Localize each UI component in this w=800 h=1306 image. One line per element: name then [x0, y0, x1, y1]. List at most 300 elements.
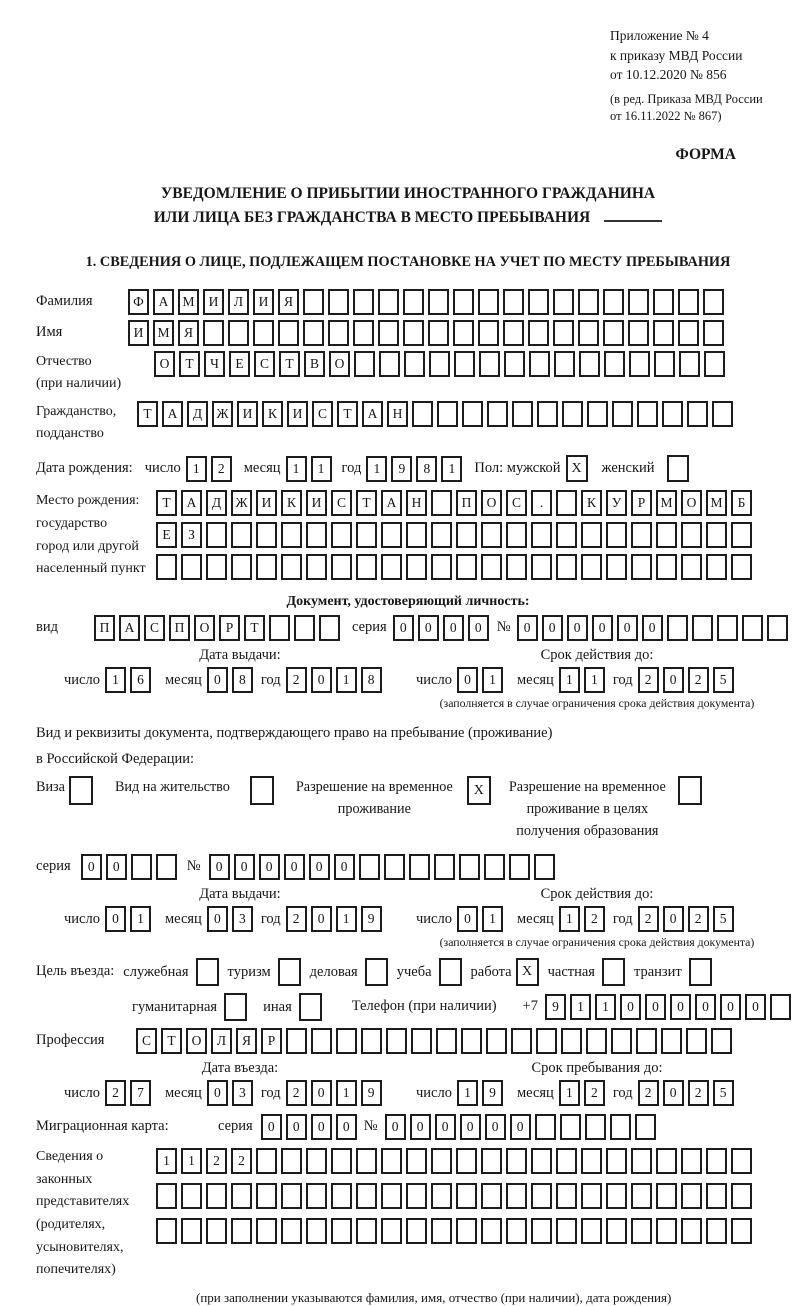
char-box: [429, 351, 450, 377]
char-box: [767, 615, 788, 641]
residence-permit-checkbox: [250, 776, 274, 805]
char-box: 8: [232, 667, 253, 693]
char-box: [434, 854, 455, 880]
char-box: [403, 320, 424, 346]
char-box: [606, 554, 627, 580]
char-box: [611, 1028, 632, 1054]
char-box: [631, 554, 652, 580]
temp-residence-edu-label: [509, 776, 666, 842]
char-box: [681, 522, 702, 548]
char-box: 0: [81, 854, 102, 880]
char-box: О: [194, 615, 215, 641]
entry-purpose-row2: [36, 993, 780, 1021]
char-box: [281, 1183, 302, 1209]
appendix-line: к приказу МВД России: [610, 47, 743, 63]
purpose-official-checkbox: [196, 958, 219, 986]
char-box: [231, 554, 252, 580]
char-box: 1: [559, 667, 580, 693]
visa-checkbox: [69, 776, 93, 805]
char-box: [553, 289, 574, 315]
char-box: [356, 1183, 377, 1209]
char-box: А: [381, 490, 402, 516]
char-box: С: [331, 490, 352, 516]
char-box: [481, 554, 502, 580]
char-box: К: [581, 490, 602, 516]
birth-place-label-line: город или другой: [36, 538, 139, 554]
char-box: [603, 289, 624, 315]
char-box: [561, 1028, 582, 1054]
char-box: О: [481, 490, 502, 516]
char-box: 0: [457, 906, 478, 932]
char-box: [706, 554, 727, 580]
char-box: [319, 615, 340, 641]
char-box: [353, 320, 374, 346]
issue-date-group: [64, 886, 416, 950]
char-box: С: [506, 490, 527, 516]
valid-until-group: [416, 886, 778, 950]
day-label: число: [144, 460, 181, 477]
char-box: [579, 351, 600, 377]
purpose-option-label: гуманитарная: [132, 998, 218, 1015]
surname-label: Фамилия: [36, 292, 93, 309]
char-box: 2: [211, 456, 232, 482]
char-box: [181, 554, 202, 580]
char-box: [281, 1148, 302, 1174]
phone-label: Телефон (при наличии): [351, 998, 497, 1015]
char-box: 0: [485, 1114, 506, 1140]
legal-reps-label-line: законных: [36, 1171, 93, 1187]
char-box: 2: [231, 1148, 252, 1174]
char-box: [681, 1148, 702, 1174]
char-box: [506, 1183, 527, 1209]
char-box: [554, 351, 575, 377]
char-box: [256, 1218, 277, 1244]
char-box: [294, 615, 315, 641]
char-box: Т: [244, 615, 265, 641]
issue-month-boxes: [207, 667, 257, 693]
char-box: 0: [695, 994, 716, 1020]
char-box: И: [128, 320, 149, 346]
char-box: [506, 522, 527, 548]
residence-number-label: №: [186, 858, 201, 875]
char-box: [578, 320, 599, 346]
char-box: [662, 401, 683, 427]
char-box: И: [253, 289, 274, 315]
char-box: О: [329, 351, 350, 377]
char-box: [356, 1218, 377, 1244]
char-box: [331, 522, 352, 548]
residence-doc-series-row: [36, 854, 780, 880]
char-box: 1: [366, 456, 387, 482]
char-box: [681, 1218, 702, 1244]
char-box: [253, 320, 274, 346]
entry-month-boxes: [207, 1080, 257, 1106]
char-box: [437, 401, 458, 427]
char-box: [656, 554, 677, 580]
char-box: [231, 1183, 252, 1209]
char-box: [406, 554, 427, 580]
char-box: Ч: [204, 351, 225, 377]
char-box: 0: [460, 1114, 481, 1140]
char-box: 0: [542, 615, 563, 641]
char-box: [742, 615, 763, 641]
char-box: [731, 1218, 752, 1244]
char-box: [131, 854, 152, 880]
entry-day-boxes: [105, 1080, 155, 1106]
char-box: [156, 854, 177, 880]
legal-reps-row: [36, 1146, 780, 1282]
char-box: [656, 1183, 677, 1209]
char-box: Б: [731, 490, 752, 516]
char-box: [581, 554, 602, 580]
char-box: [481, 1183, 502, 1209]
char-box: 0: [209, 854, 230, 880]
temp-residence-edu-label-line: Разрешение на временное: [508, 779, 666, 796]
char-box: [206, 554, 227, 580]
char-box: 0: [663, 667, 684, 693]
identity-doc-dates: [36, 647, 780, 711]
temp-residence-edu-checkbox: [678, 776, 702, 805]
purpose-option: [263, 993, 322, 1021]
char-box: [681, 554, 702, 580]
char-box: 0: [745, 994, 766, 1020]
citizenship-row: [36, 401, 780, 446]
char-box: [556, 554, 577, 580]
char-box: 0: [642, 615, 663, 641]
char-box: 1: [336, 667, 357, 693]
month-label: месяц: [164, 910, 202, 927]
char-box: [556, 1218, 577, 1244]
char-box: 1: [595, 994, 616, 1020]
char-box: 1: [441, 456, 462, 482]
char-box: 8: [416, 456, 437, 482]
citizenship-label-line: Гражданство,: [36, 403, 117, 419]
char-box: [336, 1028, 357, 1054]
char-box: [453, 320, 474, 346]
char-box: [692, 615, 713, 641]
char-box: [411, 1028, 432, 1054]
temp-residence-label-line: Разрешение на временное: [295, 779, 453, 796]
char-box: [479, 351, 500, 377]
purpose-tourism-checkbox: [278, 958, 301, 986]
char-box: [560, 1114, 581, 1140]
char-box: [556, 1183, 577, 1209]
char-box: 2: [638, 667, 659, 693]
migration-series-label: серия: [218, 1118, 253, 1135]
char-box: 1: [457, 1080, 478, 1106]
char-box: [656, 522, 677, 548]
char-box: К: [281, 490, 302, 516]
char-box: [628, 289, 649, 315]
char-box: [456, 1148, 477, 1174]
char-box: [403, 289, 424, 315]
char-box: 0: [443, 615, 464, 641]
birth-place-boxes-row3: [156, 554, 756, 580]
char-box: 2: [105, 1080, 126, 1106]
char-box: [306, 1148, 327, 1174]
phone-prefix: +7: [522, 998, 538, 1015]
char-box: [731, 522, 752, 548]
char-box: 0: [645, 994, 666, 1020]
char-box: [581, 1183, 602, 1209]
char-box: [456, 522, 477, 548]
char-box: [678, 320, 699, 346]
char-box: П: [94, 615, 115, 641]
char-box: 2: [688, 1080, 709, 1106]
char-box: [378, 320, 399, 346]
char-box: [506, 554, 527, 580]
month-label: месяц: [516, 910, 554, 927]
char-box: Я: [278, 289, 299, 315]
firstname-label: Имя: [36, 323, 63, 340]
char-box: [706, 1148, 727, 1174]
char-box: 0: [393, 615, 414, 641]
char-box: [181, 1218, 202, 1244]
birth-place-row: [36, 490, 780, 586]
birth-place-label: [36, 490, 156, 581]
month-label: месяц: [516, 671, 554, 688]
sex-male-label: Пол: мужской: [474, 459, 561, 476]
char-box: .: [531, 490, 552, 516]
char-box: [529, 351, 550, 377]
char-box: 0: [261, 1114, 282, 1140]
purpose-option-label: служебная: [123, 963, 189, 980]
char-box: [531, 522, 552, 548]
form-title-line1: УВЕДОМЛЕНИЕ О ПРИБЫТИИ ИНОСТРАННОГО ГРАЖДАНИНА: [160, 184, 656, 202]
char-box: О: [154, 351, 175, 377]
char-box: З: [181, 522, 202, 548]
char-box: [678, 289, 699, 315]
char-box: [512, 401, 533, 427]
char-box: [487, 401, 508, 427]
issue-year-boxes: [286, 906, 386, 932]
profession-label: Профессия: [36, 1032, 105, 1049]
char-box: 9: [545, 994, 566, 1020]
valid-until-heading: Срок действия до:: [540, 647, 654, 664]
char-box: [311, 1028, 332, 1054]
char-box: [386, 1028, 407, 1054]
char-box: [428, 320, 449, 346]
char-box: А: [362, 401, 383, 427]
char-box: [631, 1183, 652, 1209]
char-box: 2: [688, 906, 709, 932]
char-box: Т: [337, 401, 358, 427]
char-box: 0: [385, 1114, 406, 1140]
char-box: [481, 1218, 502, 1244]
identity-doc-heading: Документ, удостоверяющий личность:: [286, 594, 530, 610]
char-box: [361, 1028, 382, 1054]
char-box: [679, 351, 700, 377]
doc-number-boxes: [517, 615, 792, 641]
char-box: 0: [105, 906, 126, 932]
purpose-transit-checkbox: [689, 958, 712, 986]
char-box: Т: [156, 490, 177, 516]
residence-series-label: серия: [36, 858, 71, 875]
year-label: год: [612, 1084, 633, 1101]
char-box: С: [144, 615, 165, 641]
char-box: [381, 522, 402, 548]
profession-boxes: [136, 1028, 736, 1054]
month-label: месяц: [243, 460, 281, 477]
char-box: [256, 1148, 277, 1174]
char-box: [731, 554, 752, 580]
char-box: [281, 554, 302, 580]
patronymic-label-line: (при наличии): [36, 376, 122, 392]
char-box: [534, 854, 555, 880]
char-box: 0: [457, 667, 478, 693]
char-box: 5: [713, 906, 734, 932]
doc-series-boxes: [393, 615, 493, 641]
char-box: [256, 1183, 277, 1209]
birth-place-boxes-row2: [156, 522, 756, 548]
char-box: 2: [286, 667, 307, 693]
char-box: 1: [156, 1148, 177, 1174]
char-box: [606, 1183, 627, 1209]
char-box: 9: [361, 1080, 382, 1106]
char-box: [604, 351, 625, 377]
char-box: [428, 289, 449, 315]
char-box: Ж: [231, 490, 252, 516]
phone-boxes: [545, 994, 795, 1020]
valid-day-boxes: [457, 667, 507, 693]
char-box: [356, 522, 377, 548]
char-box: [531, 1218, 552, 1244]
valid-month-boxes: [559, 906, 609, 932]
patronymic-label: [36, 351, 154, 396]
purpose-option-label: туризм: [227, 963, 271, 980]
char-box: 0: [311, 906, 332, 932]
valid-year-boxes: [638, 906, 738, 932]
purpose-option: [310, 958, 388, 986]
stay-year-boxes: [638, 1080, 738, 1106]
year-label: год: [260, 910, 281, 927]
char-box: [653, 289, 674, 315]
char-box: Е: [229, 351, 250, 377]
char-box: [653, 320, 674, 346]
char-box: Я: [236, 1028, 257, 1054]
char-box: А: [153, 289, 174, 315]
purpose-option: [634, 958, 712, 986]
purpose-option: [228, 958, 301, 986]
char-box: [770, 994, 791, 1020]
char-box: 2: [584, 1080, 605, 1106]
char-box: [703, 320, 724, 346]
char-box: [431, 490, 452, 516]
char-box: [378, 289, 399, 315]
char-box: [587, 401, 608, 427]
char-box: 9: [361, 906, 382, 932]
char-box: [606, 1218, 627, 1244]
sex-male-checkbox: X: [566, 455, 588, 482]
char-box: [436, 1028, 457, 1054]
char-box: 2: [584, 906, 605, 932]
char-box: [231, 1218, 252, 1244]
validity-footnote: (заполняется в случае ограничения срока действия документа): [439, 935, 755, 950]
char-box: 0: [510, 1114, 531, 1140]
legal-reps-label-line: попечителях): [36, 1262, 116, 1278]
char-box: [635, 1114, 656, 1140]
char-box: [406, 1148, 427, 1174]
char-box: [506, 1218, 527, 1244]
char-box: [456, 1218, 477, 1244]
entry-purpose-label: Цель въезда:: [36, 963, 115, 980]
char-box: [481, 1148, 502, 1174]
char-box: 0: [620, 994, 641, 1020]
validity-footnote: (заполняется в случае ограничения срока действия документа): [439, 696, 755, 711]
surname-boxes: [128, 289, 728, 315]
char-box: [306, 1218, 327, 1244]
char-box: [379, 351, 400, 377]
residence-doc-types-row: [36, 776, 780, 842]
purpose-option: [548, 958, 625, 986]
char-box: Т: [137, 401, 158, 427]
char-box: [731, 1148, 752, 1174]
char-box: 5: [713, 667, 734, 693]
char-box: 0: [663, 906, 684, 932]
char-box: [556, 1148, 577, 1174]
char-box: [581, 522, 602, 548]
birth-place-label-line: Место рождения:: [36, 493, 140, 509]
char-box: 1: [186, 456, 207, 482]
form-title: [36, 182, 780, 230]
char-box: 0: [418, 615, 439, 641]
year-label: год: [612, 671, 633, 688]
char-box: [356, 1148, 377, 1174]
migration-number-label: №: [363, 1118, 378, 1135]
char-box: [704, 351, 725, 377]
identity-doc-row: [36, 615, 780, 641]
char-box: М: [656, 490, 677, 516]
char-box: [328, 320, 349, 346]
char-box: [717, 615, 738, 641]
char-box: [356, 554, 377, 580]
char-box: [406, 1218, 427, 1244]
char-box: П: [169, 615, 190, 641]
char-box: [556, 490, 577, 516]
doc-kind-label: вид: [36, 619, 58, 636]
char-box: К: [262, 401, 283, 427]
purpose-humanitarian-checkbox: [224, 993, 247, 1021]
char-box: [384, 854, 405, 880]
char-box: [462, 401, 483, 427]
char-box: [581, 1218, 602, 1244]
char-box: Н: [406, 490, 427, 516]
temp-residence-checkbox: X: [467, 776, 491, 805]
char-box: [406, 522, 427, 548]
appendix-line: от 10.12.2020 № 856: [610, 67, 727, 83]
char-box: А: [162, 401, 183, 427]
firstname-boxes: [128, 320, 728, 346]
char-box: 0: [259, 854, 280, 880]
char-box: 0: [106, 854, 127, 880]
char-box: Р: [261, 1028, 282, 1054]
char-box: 2: [638, 1080, 659, 1106]
stay-day-boxes: [457, 1080, 507, 1106]
char-box: 1: [482, 667, 503, 693]
char-box: [431, 522, 452, 548]
legal-reps-label-line: Сведения о: [36, 1149, 104, 1165]
char-box: 2: [206, 1148, 227, 1174]
char-box: [331, 554, 352, 580]
char-box: И: [306, 490, 327, 516]
char-box: [706, 1218, 727, 1244]
char-box: 0: [517, 615, 538, 641]
char-box: [206, 522, 227, 548]
purpose-option-label: работа: [470, 963, 512, 980]
char-box: 0: [207, 906, 228, 932]
char-box: 1: [559, 906, 580, 932]
char-box: [556, 522, 577, 548]
